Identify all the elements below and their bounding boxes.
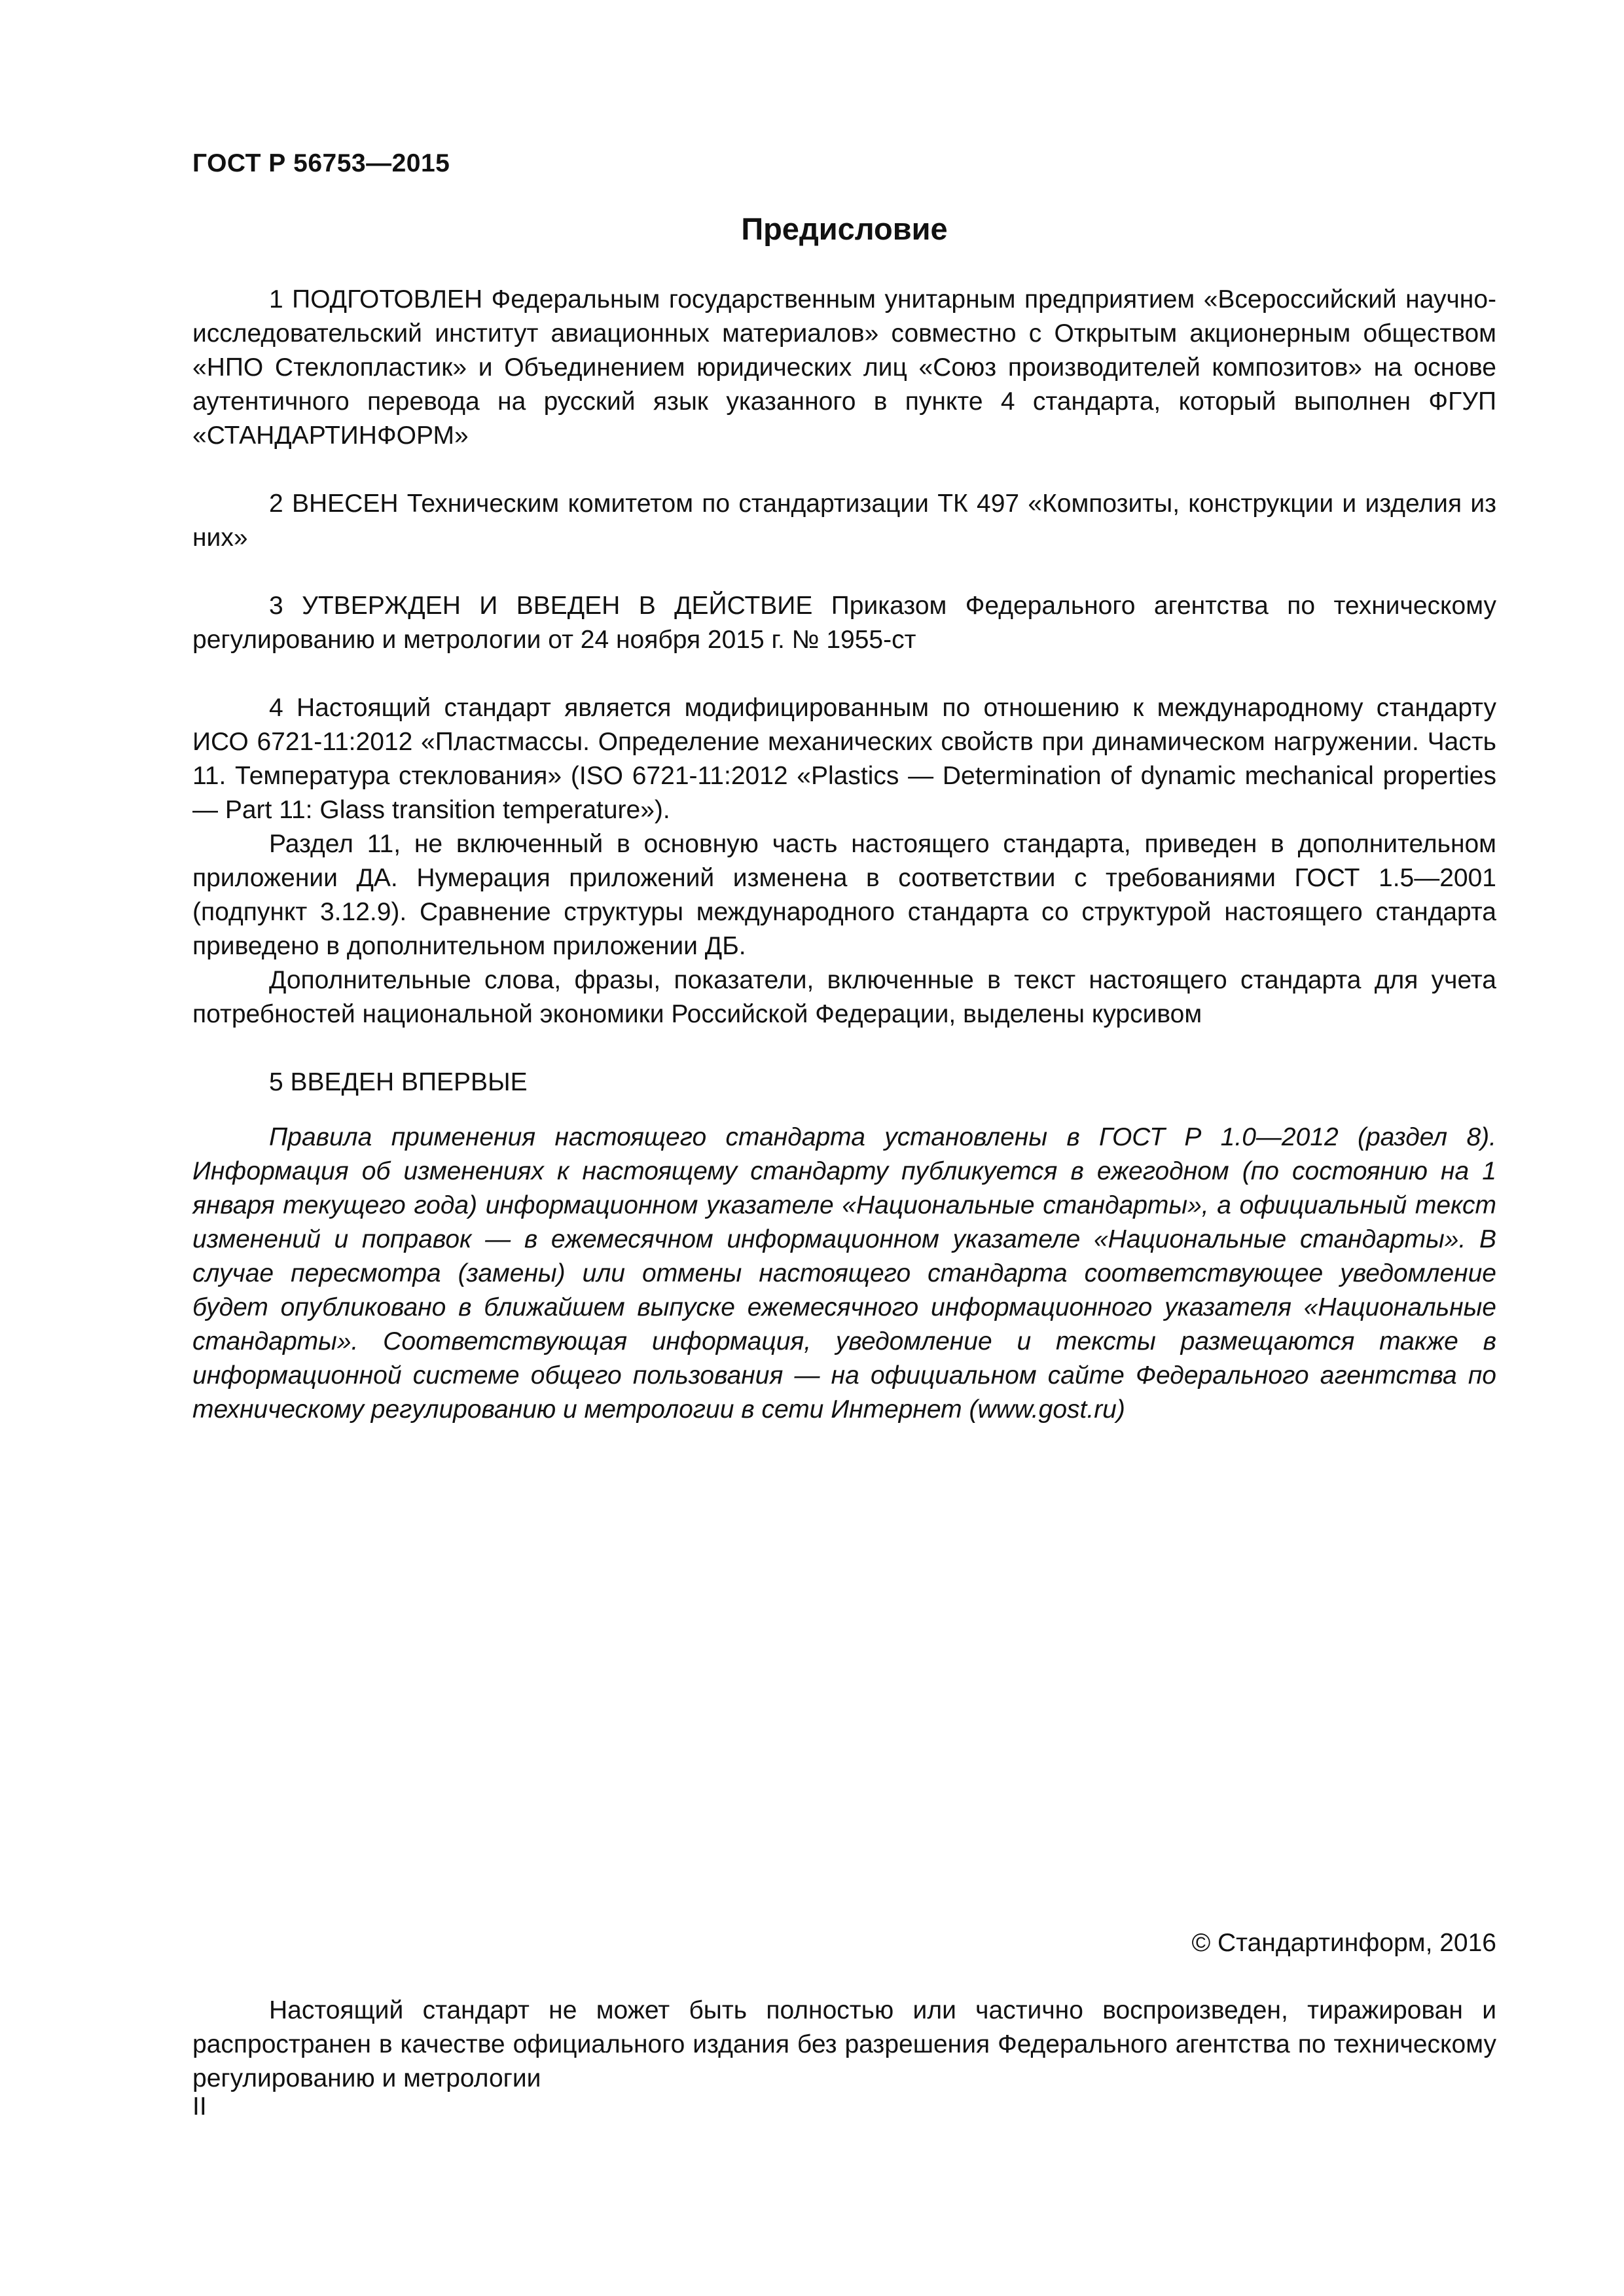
item-1-paragraph: 1 ПОДГОТОВЛЕН Федеральным государственным унитарным предприятием «Всероссийский научно-исследовательский институт авиационных материалов» совместно с Открытым акционерным обществом «НПО Стеклопластик» и Объединением юридических лиц «Союз производителей композитов» на основе аутентичного перевода на русский язык указанного в пункте 4 стандарта, который выполнен ФГУП «СТАНДАРТИНФОРМ» bbox=[192, 285, 1496, 450]
reproduction-notice bbox=[192, 1994, 1496, 2096]
page-number: II bbox=[192, 2092, 207, 2121]
page-title: Предисловие bbox=[741, 211, 948, 246]
notice-text: Правила применения настоящего стандарта установлены в ГОСТ Р 1.0—2012 (раздел 8). Информация об изменениях к настоящему стандарту публикуется в ежегодном (по состоянию на 1 января текущего года) информационном указателе «Национальные стандарты», а официальный текст изменений и поправок — в ежемесячном информационном указателе «Национальные стандарты». В случае пересмотра (замены) или отмены настоящего стандарта соответствующее уведомление будет опубликовано в ближайшем выпуске ежемесячного информационного указателя «Национальные стандарты». Соответствующая информация, уведомление и тексты размещаются также в информационной системе общего пользования — на официальном сайте Федерального агентства по техническому регулированию и метрологии в сети Интернет (www.gost.ru) bbox=[192, 1123, 1496, 1424]
item-2-paragraph: 2 ВНЕСЕН Техническим комитетом по стандартизации ТК 497 «Композиты, конструкции и изделия из них» bbox=[192, 490, 1496, 552]
reproduction-text: Настоящий стандарт не может быть полностью или частично воспроизведен, тиражирован и распространен в качестве официального издания без разрешения Федерального агентства по техническому регулированию и метрологии bbox=[192, 1996, 1496, 2092]
item-5-paragraph: 5 ВВЕДЕН ВПЕРВЫЕ bbox=[269, 1068, 528, 1096]
item-4-paragraph: 4 Настоящий стандарт является модифицированным по отношению к международному стандарту ИСО 6721-11:2012 «Пластмассы. Определение механических свойств при динамическом нагружении. Часть 11. Температура стеклования» (ISO 6721-11:2012 «Plastics — Determination of dynamic mechanical properties — Part 11: Glass transition temperature»). bbox=[192, 694, 1496, 824]
item-4-section-note: Раздел 11, не включенный в основную часть настоящего стандарта, приведен в дополнительном приложении ДА. Нумерация приложений изменена в соответствии с требованиями ГОСТ 1.5—2001 (подпункт 3.12.9). Сравнение структуры международного стандарта со структурой настоящего стандарта приведено в дополнительном приложении ДБ. bbox=[192, 830, 1496, 960]
item-3-paragraph: 3 УТВЕРЖДЕН И ВВЕДЕН В ДЕЙСТВИЕ Приказом Федерального агентства по техническому регулированию и метрологии от 24 ноября 2015 г. № 1955-ст bbox=[192, 592, 1496, 654]
foreword-body bbox=[192, 283, 1496, 1100]
copyright: © Стандартинформ, 2016 bbox=[1191, 1929, 1496, 1957]
standard-code: ГОСТ Р 56753—2015 bbox=[192, 149, 450, 177]
application-rules-notice bbox=[192, 1121, 1496, 1427]
item-4-italics-note: Дополнительные слова, фразы, показатели, включенные в текст настоящего стандарта для учета потребностей национальной экономики Российской Федерации, выделены курсивом bbox=[192, 966, 1496, 1028]
